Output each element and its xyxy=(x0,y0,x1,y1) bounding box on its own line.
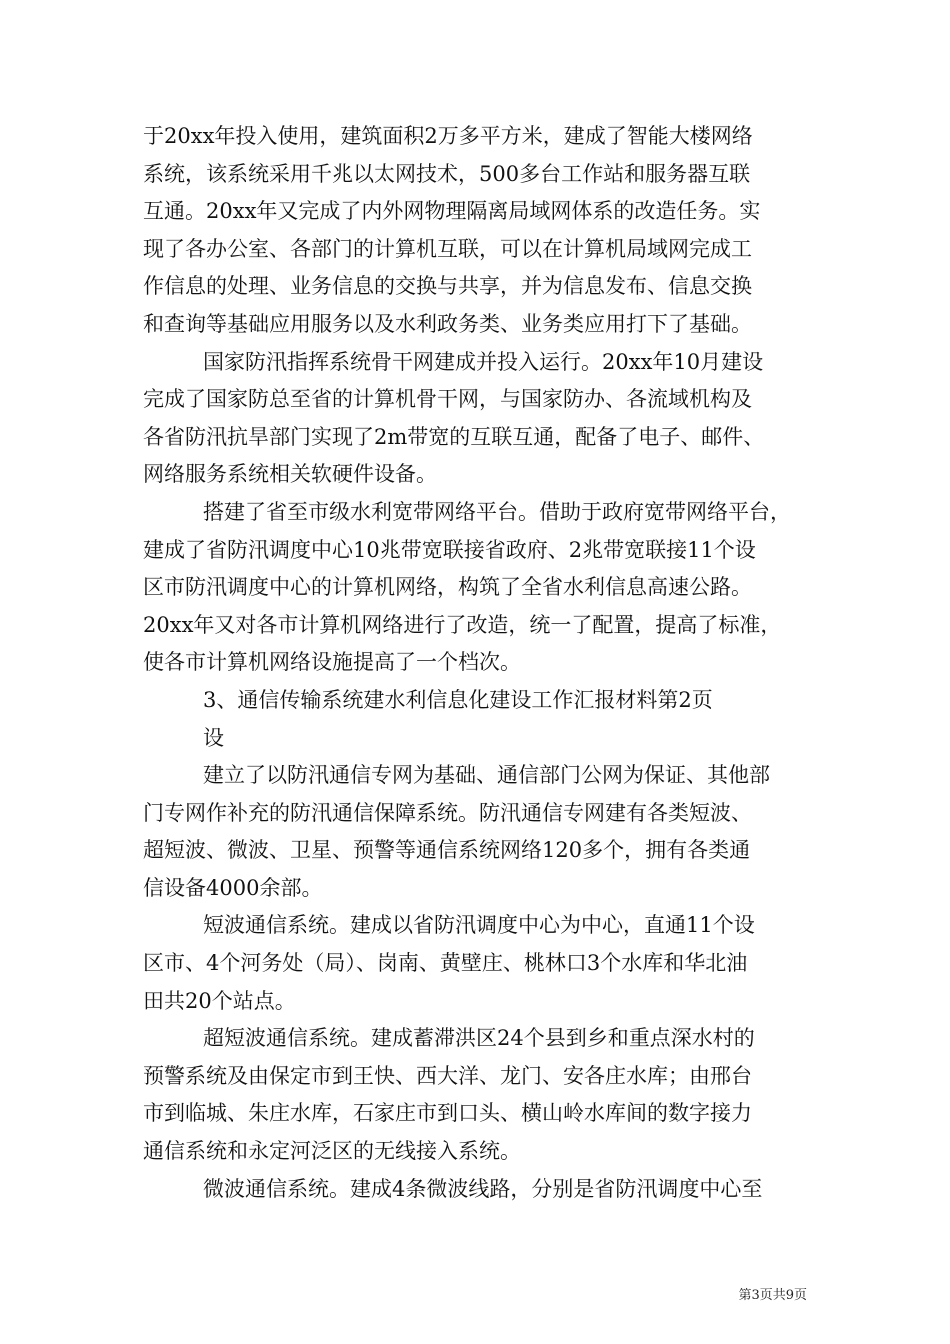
text-line-17: 设 xyxy=(203,725,224,750)
text-line-22: 短波通信系统。建成以省防汛调度中心为中心，直通11个设 xyxy=(203,913,755,938)
text-line-19: 门专网作补充的防汛通信保障系统。防汛通信专网建有各类短波、 xyxy=(143,800,752,825)
text-line-26: 预警系统及由保定市到王快、西大洋、龙门、安各庄水库；由邢台 xyxy=(143,1063,752,1088)
text-line-8: 完成了国家防总至省的计算机骨干网，与国家防办、各流域机构及 xyxy=(143,387,752,412)
text-line-2: 系统，该系统采用千兆以太网技术，500多台工作站和服务器互联 xyxy=(143,161,751,186)
text-line-10: 网络服务系统相关软硬件设备。 xyxy=(143,462,437,487)
text-line-3: 互通。20xx年又完成了内外网物理隔离局域网体系的改造任务。实 xyxy=(143,199,761,224)
text-line-15: 使各市计算机网络设施提高了一个档次。 xyxy=(143,650,521,675)
text-line-9: 各省防汛抗旱部门实现了2m带宽的互联互通，配备了电子、邮件、 xyxy=(143,424,765,449)
text-line-24: 田共20个站点。 xyxy=(143,988,296,1013)
text-line-7: 国家防汛指挥系统骨干网建成并投入运行。20xx年10月建设 xyxy=(203,349,764,374)
text-line-12: 建成了省防汛调度中心10兆带宽联接省政府、2兆带宽联接11个设 xyxy=(143,537,756,562)
text-line-23: 区市、4个河务处（局）、岗南、黄壁庄、桃林口3个水库和华北油 xyxy=(143,951,748,976)
text-line-6: 和查询等基础应用服务以及水利政务类、业务类应用打下了基础。 xyxy=(143,311,752,336)
text-line-5: 作信息的处理、业务信息的交换与共享，并为信息发布、信息交换 xyxy=(143,274,752,299)
text-line-25: 超短波通信系统。建成蓄滞洪区24个县到乡和重点深水村的 xyxy=(203,1026,755,1051)
text-line-21: 信设备4000余部。 xyxy=(143,875,323,900)
text-line-28: 通信系统和永定河泛区的无线接入系统。 xyxy=(143,1139,521,1164)
section-heading: 3、通信传输系统建水利信息化建设工作汇报材料第2页 xyxy=(203,687,713,712)
text-line-13: 区市防汛调度中心的计算机网络，构筑了全省水利信息高速公路。 xyxy=(143,575,752,600)
document-body xyxy=(143,118,823,1208)
text-line-29: 微波通信系统。建成4条微波线路，分别是省防汛调度中心至 xyxy=(203,1176,763,1201)
text-line-4: 现了各办公室、各部门的计算机互联，可以在计算机局域网完成工 xyxy=(143,236,752,261)
text-line-11: 搭建了省至市级水利宽带网络平台。借助于政府宽带网络平台， xyxy=(203,499,791,524)
page-number-footer: 第3页共9页 xyxy=(738,1288,807,1303)
text-line-27: 市到临城、朱庄水库，石家庄市到口头、横山岭水库间的数字接力 xyxy=(143,1101,752,1126)
text-line-1: 于20xx年投入使用，建筑面积2万多平方米，建成了智能大楼网络 xyxy=(143,124,753,148)
text-line-14: 20xx年又对各市计算机网络进行了改造，统一了配置，提高了标准， xyxy=(143,612,782,637)
text-line-20: 超短波、微波、卫星、预警等通信系统网络120多个，拥有各类通 xyxy=(143,838,751,863)
text-line-18: 建立了以防汛通信专网为基础、通信部门公网为保证、其他部 xyxy=(203,763,770,788)
